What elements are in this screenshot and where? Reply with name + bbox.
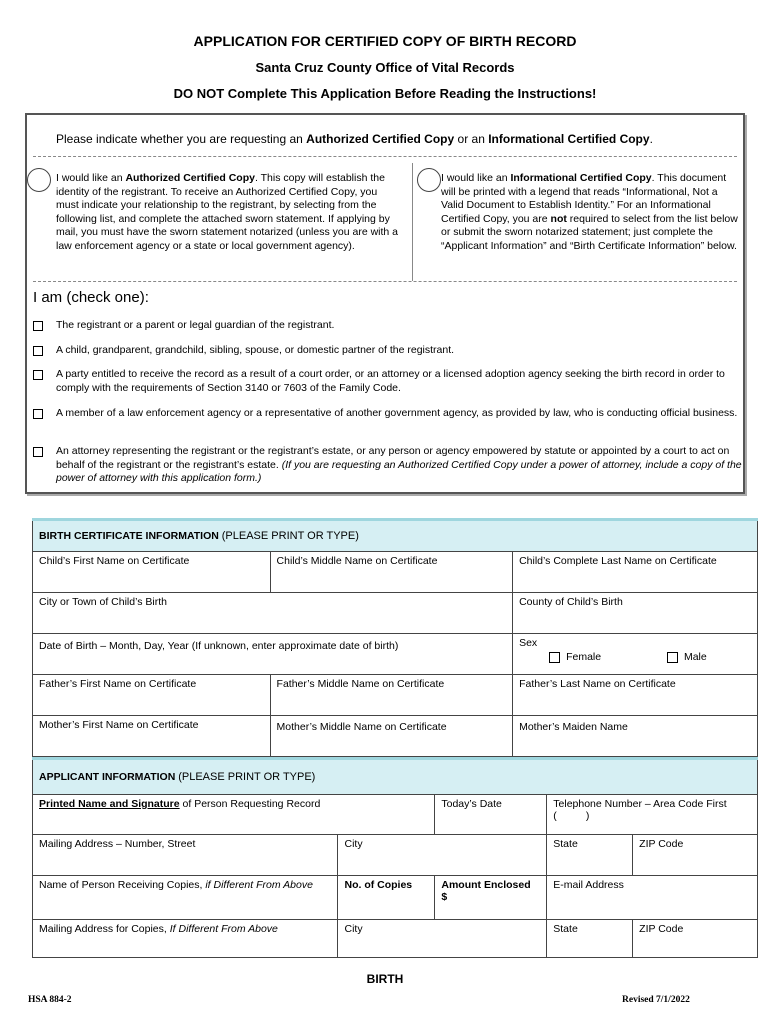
- city-field[interactable]: City: [338, 835, 547, 876]
- relationship-option-1: The registrant or a parent or legal guardian of the registrant.: [56, 319, 335, 331]
- male-label: Male: [683, 651, 707, 663]
- child-middle-name-field[interactable]: Child’s Middle Name on Certificate: [270, 552, 513, 593]
- relationship-checkbox-3[interactable]: [33, 370, 43, 380]
- mother-first-name-field[interactable]: Mother’s First Name on Certificate: [33, 716, 271, 757]
- relationship-checkbox-5[interactable]: [33, 447, 43, 457]
- informational-copy-description: I would like an Informational Certified Copy. This document will be printed with a legend that reads “Informational, Not a Valid Document to Establish Identity.” For an Informational Certified Copy, you are not required to select from the list below or submit the sworn notarized statement; just complete the “Applicant Information” and “Birth Certificate Information” below.: [441, 172, 738, 252]
- county-of-birth-field[interactable]: County of Child’s Birth: [513, 593, 758, 634]
- applicant-table: [32, 757, 758, 958]
- mother-middle-name-field[interactable]: Mother’s Middle Name on Certificate: [270, 716, 513, 757]
- area-code-parens: ( ): [553, 810, 590, 822]
- amount-enclosed-field[interactable]: Amount Enclosed $: [435, 876, 547, 920]
- informational-copy-radio[interactable]: [417, 168, 441, 192]
- father-last-name-field[interactable]: Father’s Last Name on Certificate: [513, 675, 758, 716]
- zip-field[interactable]: ZIP Code: [633, 835, 758, 876]
- todays-date-field[interactable]: Today’s Date: [435, 795, 547, 835]
- warning-text: DO NOT Complete This Application Before Reading the Instructions!: [173, 86, 597, 101]
- telephone-field[interactable]: [547, 795, 758, 835]
- divider: [33, 281, 737, 282]
- sex-field: [513, 634, 758, 675]
- child-last-name-field[interactable]: Child’s Complete Last Name on Certificate: [513, 552, 758, 593]
- relationship-option-3: A party entitled to receive the record as a result of a court order, or an attorney or a licensed adoption agency seeking the birth record in order to comply with the requirements of Section 3140 or 7603 of the Family Code.: [56, 368, 725, 394]
- sex-label: Sex: [519, 637, 538, 649]
- divider: [33, 156, 737, 157]
- authorized-copy-radio[interactable]: [27, 168, 51, 192]
- female-label: Female: [566, 651, 602, 663]
- email-field[interactable]: E-mail Address: [547, 876, 758, 920]
- state-copies-field[interactable]: State: [547, 920, 633, 958]
- form-title: APPLICATION FOR CERTIFIED COPY OF BIRTH RECORD: [193, 33, 577, 49]
- revision-date: Revised 7/1/2022: [622, 995, 690, 1005]
- father-middle-name-field[interactable]: Father’s Middle Name on Certificate: [270, 675, 513, 716]
- request-prompt: Please indicate whether you are requesting an Authorized Certified Copy or an Informational Certified Copy.: [56, 132, 653, 146]
- printed-name-signature-field[interactable]: Printed Name and Signature of Person Requesting Record: [33, 795, 435, 835]
- female-checkbox[interactable]: [549, 652, 560, 663]
- column-divider: [412, 163, 413, 281]
- zip-copies-field[interactable]: ZIP Code: [633, 920, 758, 958]
- office-name: Santa Cruz County Office of Vital Records: [255, 60, 515, 75]
- mother-maiden-name-field[interactable]: Mother’s Maiden Name: [513, 716, 758, 757]
- request-type-box: [25, 113, 745, 494]
- form-id: HSA 884-2: [28, 995, 72, 1005]
- male-checkbox[interactable]: [667, 652, 678, 663]
- state-field[interactable]: State: [547, 835, 633, 876]
- mailing-address-copies-field[interactable]: Mailing Address for Copies, If Different From Above: [33, 920, 338, 958]
- applicant-info-header: APPLICANT INFORMATION (PLEASE PRINT OR TYPE): [33, 759, 758, 795]
- relationship-checkbox-4[interactable]: [33, 409, 43, 419]
- birth-certificate-table: [32, 518, 758, 757]
- relationship-option-2: A child, grandparent, grandchild, sibling, spouse, or domestic partner of the registrant.: [56, 344, 455, 356]
- child-first-name-field[interactable]: Child’s First Name on Certificate: [33, 552, 271, 593]
- number-of-copies-field[interactable]: No. of Copies: [338, 876, 435, 920]
- birth-info-header: BIRTH CERTIFICATE INFORMATION (PLEASE PRINT OR TYPE): [33, 520, 758, 552]
- date-of-birth-field[interactable]: Date of Birth – Month, Day, Year (If unknown, enter approximate date of birth): [33, 634, 513, 675]
- relationship-option-4: A member of a law enforcement agency or a representative of another government agency, as provided by law, who is conducting official business.: [56, 407, 738, 419]
- relationship-option-5: An attorney representing the registrant or the registrant’s estate, or any person or agency empowered by statute or appointed by a court to act on behalf of the registrant or the registrant’s estate. (If you are requesting an Authorized Certified Copy under a power of attorney, include a copy of the power of attorney with this application form.): [56, 445, 742, 484]
- city-of-birth-field[interactable]: City or Town of Child’s Birth: [33, 593, 513, 634]
- telephone-label: Telephone Number – Area Code First: [553, 798, 727, 810]
- authorized-copy-description: I would like an Authorized Certified Copy. This copy will establish the identity of the registrant. To receive an Authorized Certified Copy, you must indicate your relationship to the registrant, by selecting from the following list, and complete the attached sworn statement. If applying by mail, you must have the sworn statement notarized (unless you are with a law enforcement agency or a state or local government agency).: [56, 172, 398, 252]
- relationship-heading: I am (check one):: [33, 289, 149, 306]
- receiver-name-field[interactable]: Name of Person Receiving Copies, if Different From Above: [33, 876, 338, 920]
- father-first-name-field[interactable]: Father’s First Name on Certificate: [33, 675, 271, 716]
- mailing-address-field[interactable]: Mailing Address – Number, Street: [33, 835, 338, 876]
- relationship-checkbox-1[interactable]: [33, 321, 43, 331]
- footer-record-type: BIRTH: [366, 972, 404, 986]
- city-copies-field[interactable]: City: [338, 920, 547, 958]
- relationship-checkbox-2[interactable]: [33, 346, 43, 356]
